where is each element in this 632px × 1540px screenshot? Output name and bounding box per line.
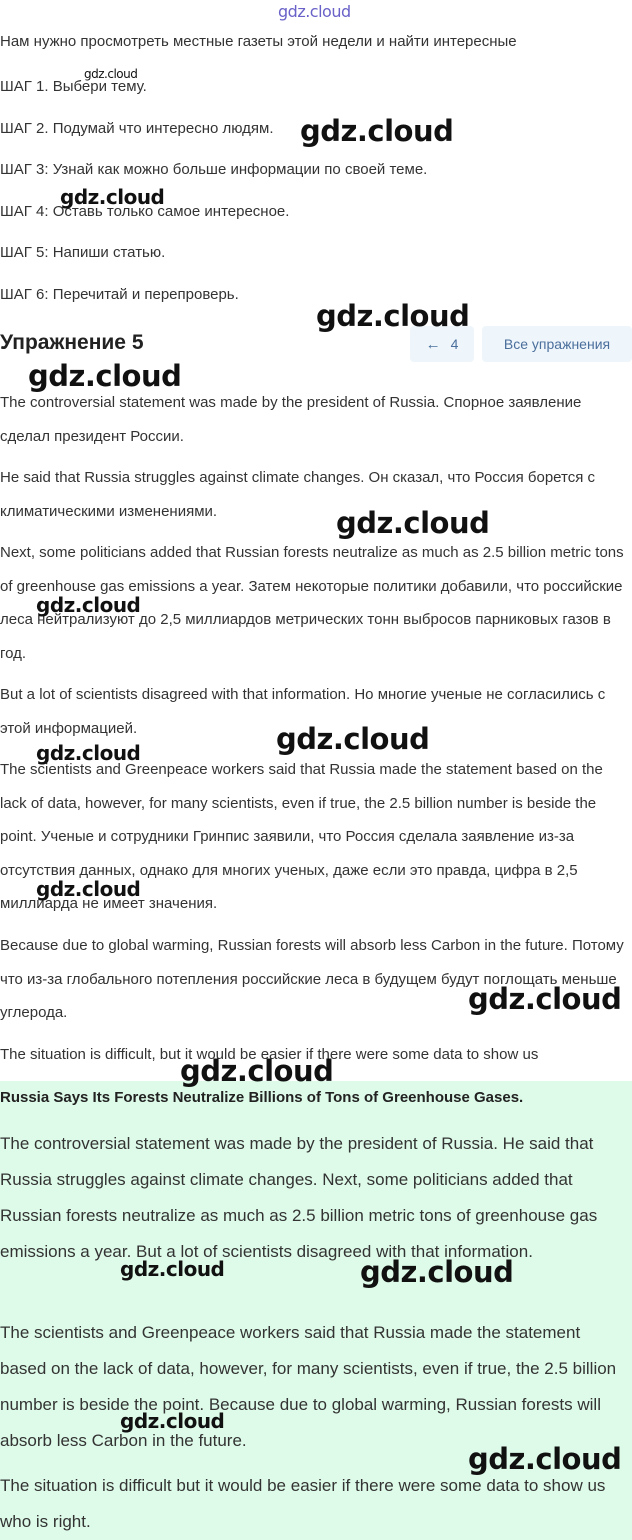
step-1: ШАГ 1. Выбери тему. <box>0 78 147 95</box>
answer-paragraph: The controversial statement was made by the president of Russia. He said that Russia struggles against climate changes. Next, some politicians added that Russian forests neutralize as much as 2.5 billion metric tons of greenhouse gas emissions a year. But a lot of scientists disagreed with that information. <box>0 1134 598 1261</box>
watermark: gdz.cloud <box>28 359 182 393</box>
watermark: gdz.cloud <box>276 722 430 756</box>
paragraph: The scientists and Greenpeace workers said that Russia made the statement based on the lack of data, however, for many scientists, even if true, the 2.5 billion number is beside the point. Ученые и сотрудники Гринпис заявили, что Россия сделала заявление из-за отсутствия данных, однако для многих ученых, даже если это правда, цифра в 2,5 миллиарда не имеет значения. <box>0 761 603 912</box>
watermark: gdz.cloud <box>120 1409 225 1433</box>
all-exercises-button[interactable]: Все упражнения <box>482 326 632 362</box>
paragraph: The situation is difficult, but it would be easier if there were some data to show us <box>0 1046 539 1063</box>
step-6: ШАГ 6: Перечитай и перепроверь. <box>0 286 239 303</box>
watermark: gdz.cloud <box>60 185 165 209</box>
answer-paragraph: The scientists and Greenpeace workers said that Russia made the statement based on the lack of data, however, for many scientists, even if true, the 2.5 billion number is beside the point. Because due to global warming, Russian forests will absorb less Carbon in the future. <box>0 1323 617 1450</box>
paragraph: Next, some politicians added that Russian forests neutralize as much as 2.5 billion metric tons of greenhouse gas emissions a year. Затем некоторые политики добавили, что российские леса нейтрализуют до 2,5 миллиардов метрических тонн выбросов парниковых газов в год. <box>0 544 624 662</box>
watermark: gdz.cloud <box>468 1442 622 1476</box>
top-watermark: gdz.cloud <box>278 2 351 21</box>
paragraph: But a lot of scientists disagreed with that information. Но многие ученые не согласились с этой информацией. <box>0 686 606 737</box>
watermark: gdz.cloud <box>84 67 138 81</box>
watermark: gdz.cloud <box>300 114 454 148</box>
step-4: ШАГ 4: Оставь только самое интересное. <box>0 203 290 220</box>
watermark: gdz.cloud <box>36 877 141 901</box>
exercise-title: Упражнение 5 <box>0 331 144 354</box>
watermark: gdz.cloud <box>336 506 490 540</box>
step-5: ШАГ 5: Напиши статью. <box>0 244 166 261</box>
watermark: gdz.cloud <box>36 741 141 765</box>
watermark: gdz.cloud <box>316 299 470 333</box>
answer-title: Russia Says Its Forests Neutralize Billions of Tons of Greenhouse Gases. <box>0 1089 524 1106</box>
paragraph: The controversial statement was made by the president of Russia. Спорное заявление сделал президент России. <box>0 394 582 445</box>
paragraph: Because due to global warming, Russian forests will absorb less Carbon in the future. Потому что из-за глобального потепления российские леса в будущем будут поглощать меньше углерода. <box>0 937 624 1021</box>
arrow-left-icon: ← <box>425 335 441 353</box>
paragraph: He said that Russia struggles against climate changes. Он сказал, что Россия борется с климатическими изменениями. <box>0 469 596 520</box>
watermark: gdz.cloud <box>120 1257 225 1281</box>
step-2: ШАГ 2. Подумай что интересно людям. <box>0 120 274 137</box>
watermark: gdz.cloud <box>360 1255 514 1289</box>
previous-exercise-label: 4 <box>450 336 459 352</box>
watermark: gdz.cloud <box>180 1054 334 1088</box>
watermark: gdz.cloud <box>36 593 141 617</box>
step-3: ШАГ 3: Узнай как можно больше информации по своей теме. <box>0 161 428 178</box>
intro-text: Нам нужно просмотреть местные газеты этой недели и найти интересные <box>0 33 517 50</box>
watermark: gdz.cloud <box>468 982 622 1016</box>
answer-paragraph: The situation is difficult but it would be easier if there were some data to show us who is right. <box>0 1476 606 1531</box>
